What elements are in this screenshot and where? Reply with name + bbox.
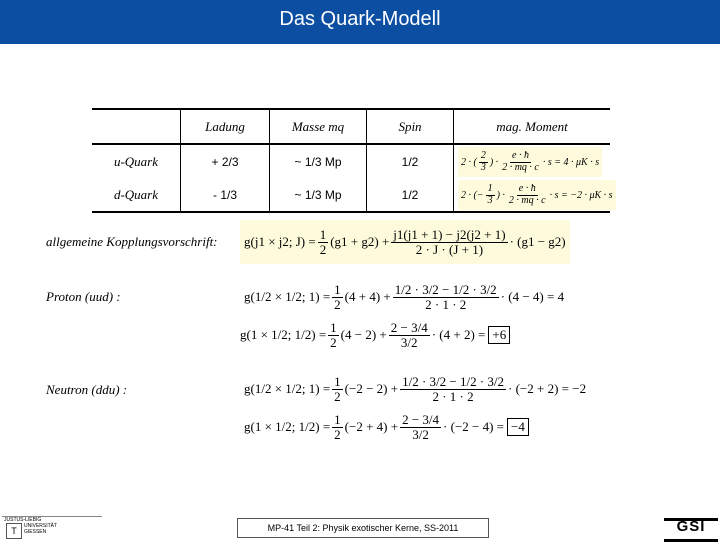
quark-mass: ~ 1/3 Mp [270, 178, 367, 212]
fraction-denominator: 2 · mq · c [502, 161, 539, 173]
header-spin: Spin [367, 109, 454, 144]
quark-moment-cell [454, 178, 611, 212]
formula-lhs: g(1/2 × 1/2; 1) = [244, 289, 331, 304]
page-title: Das Quark-Modell [279, 8, 441, 30]
magneton-fraction [507, 184, 548, 206]
fraction-numerator: 1 [319, 226, 327, 242]
quark-properties-table [92, 108, 613, 213]
half-fraction [332, 283, 343, 311]
neutron-equation-2 [244, 408, 529, 446]
coupling-fraction [393, 283, 499, 311]
moment-result: · s = 4 · μK · s [542, 156, 600, 168]
moment-prefix: 2 · ( [461, 156, 477, 168]
fraction-denominator: 3 [480, 161, 486, 173]
proton-equation-2 [240, 316, 510, 354]
formula-tail: · (−2 + 2) = −2 [508, 381, 587, 396]
fraction-numerator: 1 [334, 411, 341, 427]
fraction-denominator: 2 · mq · c [508, 194, 546, 206]
moment-result: · s = −2 · μK · s [549, 189, 613, 201]
neutron-label: Neutron (ddu) : [46, 382, 128, 397]
header-magnetic-moment: mag. Moment [454, 109, 611, 144]
moment-suffix: ) · [489, 156, 499, 168]
coupling-fraction [391, 228, 507, 256]
fraction-denominator: 2 · 1 · 2 [432, 388, 474, 404]
coupling-fraction [400, 413, 441, 441]
fraction-denominator: 2 · 1 · 2 [425, 296, 467, 312]
gsi-logo: GSI [664, 518, 718, 542]
formula-tail: · (−2 − 4) = [443, 419, 505, 434]
header-charge: Ladung [181, 109, 270, 144]
coupling-fraction [389, 321, 430, 349]
fraction-denominator: 3/2 [400, 334, 418, 350]
proton-equation-1 [244, 278, 564, 316]
header-mass: Masse mq [270, 109, 367, 144]
fraction-denominator: 3 [487, 194, 493, 206]
fraction-numerator: e · ħ [518, 183, 536, 194]
fraction-numerator: 2 − 3/4 [402, 411, 440, 427]
quark-charge: + 2/3 [181, 144, 270, 178]
logo-top-text: JUSTUS-LIEBIG [4, 517, 42, 523]
quark-moment-cell [454, 144, 611, 178]
formula-tail: · (4 + 2) = [431, 327, 486, 342]
formula-lhs: g(1/2 × 1/2; 1) = [244, 381, 331, 396]
table-row [92, 178, 610, 212]
general-coupling-label: allgemeine Kopplungsvorschrift: [46, 234, 218, 249]
formula-mid: (−2 − 2) + [344, 381, 399, 396]
charge-fraction [479, 151, 488, 173]
quark-spin: 1/2 [367, 178, 454, 212]
d-quark-moment-formula [458, 180, 616, 210]
fraction-numerator: 1 [330, 319, 337, 335]
fraction-denominator: 2 [330, 334, 337, 350]
fraction-numerator: 1 [334, 281, 341, 297]
magneton-fraction [500, 151, 541, 173]
footer-course-label: MP-41 Teil 2: Physik exotischer Kerne, SS-2011 [237, 518, 489, 538]
logo-line: UNIVERSITÄT [24, 523, 58, 529]
half-fraction [318, 228, 329, 256]
logo-line: GIESSEN [24, 529, 47, 535]
fraction-numerator: 2 [480, 150, 486, 161]
half-fraction [332, 375, 343, 403]
moment-prefix: 2 · (− [461, 189, 484, 201]
formula-lhs: g(j1 × j2; J) = [244, 234, 316, 249]
fraction-numerator: 1/2 · 3/2 − 1/2 · 3/2 [394, 281, 497, 297]
formula-mid: (g1 + g2) + [330, 234, 390, 249]
quark-charge: - 1/3 [181, 178, 270, 212]
coupling-fraction [400, 375, 506, 403]
fraction-numerator: 2 − 3/4 [390, 319, 428, 335]
charge-fraction [486, 184, 495, 206]
moment-suffix: ) · [496, 189, 505, 201]
fraction-denominator: 2 [334, 388, 341, 404]
proton-result-box: +6 [488, 326, 510, 344]
half-fraction [328, 321, 339, 349]
fraction-denominator: 2 [319, 241, 327, 257]
university-emblem-icon: T [6, 523, 22, 539]
formula-lhs: g(1 × 1/2; 1/2) = [240, 327, 327, 342]
university-logo [2, 516, 102, 538]
quark-spin: 1/2 [367, 144, 454, 178]
quark-mass: ~ 1/3 Mp [270, 144, 367, 178]
proton-label: Proton (uud) : [46, 289, 121, 304]
formula-tail: · (4 − 4) = 4 [500, 289, 565, 304]
logo-text [24, 523, 57, 535]
neutron-equation-1 [244, 370, 586, 408]
general-coupling-formula [240, 220, 570, 264]
fraction-numerator: e · ħ [512, 150, 529, 161]
neutron-result-box: −4 [507, 418, 529, 436]
half-fraction [332, 413, 343, 441]
formula-lhs: g(1 × 1/2; 1/2) = [244, 419, 331, 434]
fraction-denominator: 3/2 [412, 426, 429, 442]
quark-name: u-Quark [113, 153, 159, 169]
table-row [92, 144, 610, 178]
fraction-numerator: 1 [487, 183, 493, 194]
header-empty [92, 109, 181, 144]
fraction-denominator: 2 [334, 426, 341, 442]
formula-mid: (4 + 4) + [344, 289, 391, 304]
table-header-row [92, 109, 610, 144]
fraction-denominator: 2 · J · (J + 1) [415, 241, 484, 257]
formula-mid: (4 − 2) + [340, 327, 387, 342]
fraction-numerator: 1 [334, 373, 341, 389]
fraction-numerator: j1(j1 + 1) − j2(j2 + 1) [393, 226, 506, 242]
formula-tail: · (g1 − g2) [509, 234, 566, 249]
formula-mid: (−2 + 4) + [344, 419, 399, 434]
fraction-denominator: 2 [334, 296, 341, 312]
u-quark-moment-formula [458, 147, 602, 177]
quark-name: d-Quark [92, 178, 181, 212]
fraction-numerator: 1/2 · 3/2 − 1/2 · 3/2 [402, 373, 505, 389]
